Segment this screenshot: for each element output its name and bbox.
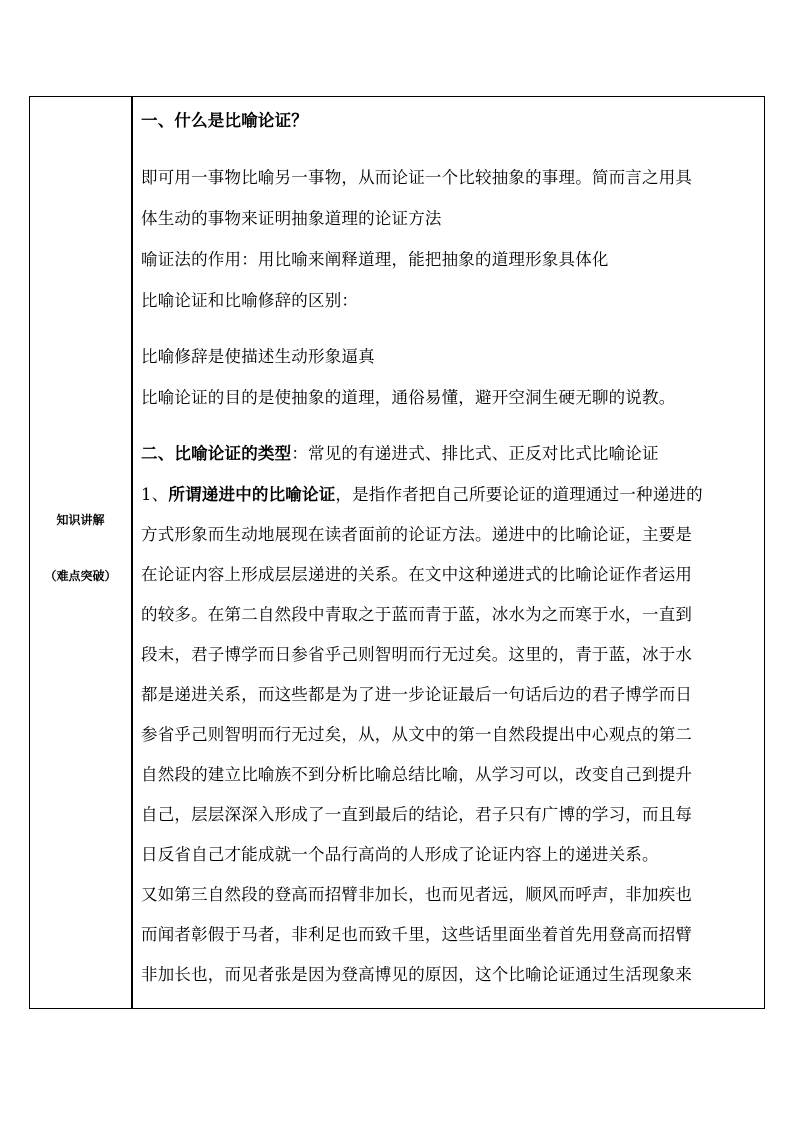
item-1-bold: 所谓递进中的比喻论证 [168, 485, 336, 504]
item-1-line [141, 481, 703, 505]
heading-types-rest: ：常见的有递进式、排比式、正反对比式比喻论证 [291, 444, 659, 463]
paragraph-line: 体生动的事物来证明抽象道理的论证方法 [141, 209, 442, 228]
paragraph-line: 比喻论证的目的是使抽象的道理，通俗易懂，避开空洞生硬无聊的说教。 [141, 388, 676, 407]
paragraph-line: 又如第三自然段的登高而招臂非加长，也而见者远，顺风而呼声，非加疾也 [141, 885, 693, 904]
heading-what-is: 一、什么是比喻论证？ [141, 111, 308, 130]
paragraph-line: 都是递进关系，而这些都是为了进一步论证最后一句话后边的君子博学而日 [141, 685, 693, 704]
paragraph-line: 非加长也，而见者张是因为登高博见的原因，这个比喻论证通过生活现象来 [141, 965, 693, 984]
heading-types [141, 440, 659, 464]
paragraph-line: 而闻者彰假于马者，非利足也而致千里，这些话里面坐着首先用登高而招臂 [141, 925, 693, 944]
paragraph-line: 比喻修辞是使描述生动形象逼真 [141, 347, 375, 366]
paragraph-line: 喻证法的作用：用比喻来阐释道理，能把抽象的道理形象具体化 [141, 250, 609, 269]
section-label: 知识讲解 [56, 513, 105, 527]
paragraph-line: 比喻论证和比喻修辞的区别： [141, 291, 359, 310]
paragraph-line: 在论证内容上形成层层递进的关系。在文中这种递进式的比喻论证作者运用 [141, 565, 693, 584]
paragraph-line: 段末，君子博学而日参省乎己则智明而行无过矣。这里的，青于蓝，冰于水 [141, 645, 693, 664]
content-table [29, 96, 765, 1009]
paragraph-line: 自己，层层深深入形成了一直到最后的结论，君子只有广博的学习，而且每 [141, 805, 693, 824]
paragraph-line: 的较多。在第二自然段中青取之于蓝而青于蓝，冰水为之而寒于水，一直到 [141, 605, 693, 624]
paragraph-line: 日反省自己才能成就一个品行高尚的人形成了论证内容上的递进关系。 [141, 845, 659, 864]
paragraph-line: 自然段的建立比喻族不到分析比喻总结比喻，从学习可以，改变自己到提升 [141, 765, 693, 784]
heading-types-bold: 二、比喻论证的类型 [141, 444, 292, 463]
section-sublabel: （难点突破） [44, 569, 117, 583]
paragraph-line: 参省乎己则智明而行无过矣，从，从文中的第一自然段提出中心观点的第二 [141, 725, 693, 744]
item-1-prefix: 1、 [141, 485, 169, 504]
paragraph-line: 即可用一事物比喻另一事物，从而论证一个比较抽象的事理。简而言之用具 [141, 168, 693, 187]
column-divider [131, 97, 133, 1008]
item-1-rest: ，是指作者把自己所要论证的道理通过一种递进的 [335, 485, 703, 504]
paragraph-line: 方式形象而生动地展现在读者面前的论证方法。递进中的比喻论证，主要是 [141, 525, 693, 544]
